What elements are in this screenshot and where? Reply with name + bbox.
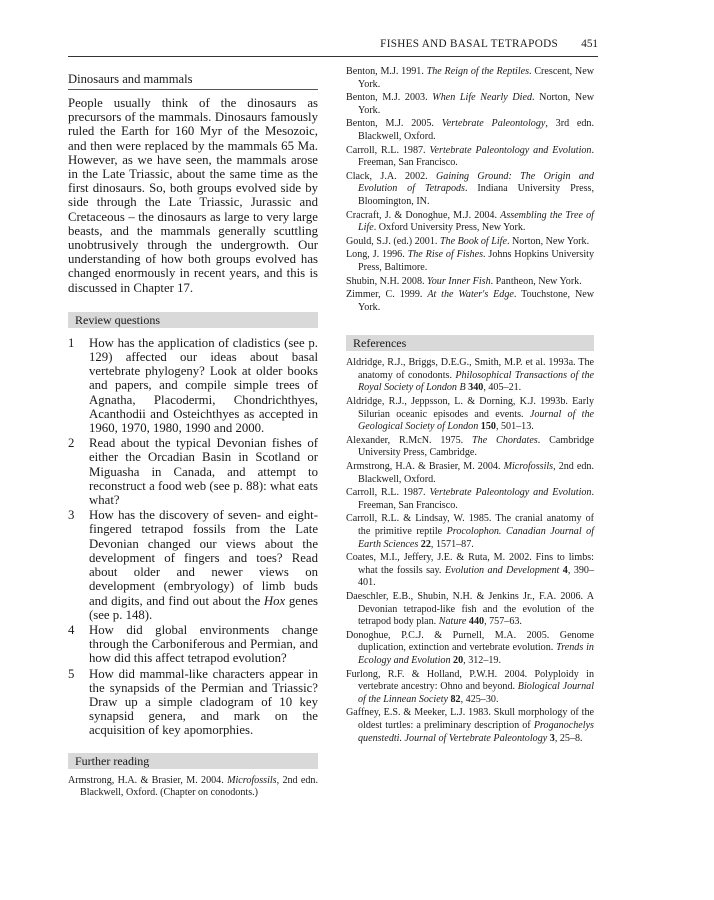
question-number: 2 <box>68 436 75 451</box>
reference-entry: Benton, M.J. 2005. Vertebrate Paleontology, 3rd edn. Blackwell, Oxford. <box>346 118 595 142</box>
running-header <box>68 38 598 58</box>
question-item <box>68 336 318 435</box>
reference-entry: Furlong, R.F. & Holland, P.W.H. 2004. Polyploidy in vertebrate ancestry: Ohno and beyond. Biological Journal of the Linnean Society 82, 425–30. <box>346 668 595 705</box>
running-header-title: FISHES AND BASAL TETRAPODS <box>380 38 558 50</box>
reference-entry: Benton, M.J. 2003. When Life Nearly Died. Norton, New York. <box>346 92 594 116</box>
question-text: How has the application of cladistics (see p. 129) affected our ideas about basal vertebrate phylogeny? Look at older books and papers, and compile simple trees of Agnatha, Placodermi, Chondrichthyes, Acanthodii and Osteichthyes as accepted in 1960, 1970, 1980, 1990 and 2000. <box>89 335 318 436</box>
left-column <box>68 72 318 801</box>
reference-entry: Armstrong, H.A. & Brasier, M. 2004. Microfossils, 2nd edn. Blackwell, Oxford. <box>346 461 595 485</box>
question-number: 5 <box>68 666 75 681</box>
reference-entry: Aldridge, R.J., Briggs, D.E.G., Smith, M.P. et al. 1993a. The anatomy of conodonts. Philosophical Transactions of the Royal Society of London B 340, 405–21. <box>346 357 594 394</box>
further-reading-heading: Further reading <box>68 753 318 769</box>
question-text-italic: Hox <box>263 593 286 608</box>
reference-entry: Benton, M.J. 1991. The Reign of the Reptiles. Crescent, New York. <box>346 66 594 90</box>
reference-entry: Zimmer, C. 1999. At the Water's Edge. Touchstone, New York. <box>346 289 595 313</box>
question-text: How did mammal-like characters appear in the synapsids of the Permian and Triassic? Draw up a simple cladogram of 10 key synapsid genera, and mark on the acquisition of key apomorphies. <box>89 666 318 738</box>
question-item <box>68 623 318 666</box>
question-text-part: genes (see p. 148). <box>89 593 318 622</box>
page-number: 451 <box>581 38 598 50</box>
question-number: 3 <box>68 508 75 523</box>
dinosaurs-mammals-paragraph: People usually think of the dinosaurs as precursors of the mammals. Dinosaurs famously ruled the Earth for 160 Myr of the Mesozoic, and then were replaced by the mammals 65 Ma. However, as we have seen, the mammals arose in the Late Triassic, about the same time as the first dinosaurs. So, both groups evolved side by side through the Late Triassic, Jurassic and Cretaceous – the dinosaurs as large to very large beasts, and the mammals generally scuttling unobtrusively through the undergrowth. Our understanding of how both groups evolved has changed enormously in recent years, and this is discussed in Chapter 17. <box>68 96 318 295</box>
reference-entry: Cracraft, J. & Donoghue, M.J. 2004. Assembling the Tree of Life. Oxford University Press, New York. <box>346 209 594 234</box>
question-item <box>68 436 318 507</box>
reference-entry: Clack, J.A. 2002. Gaining Ground: The Origin and Evolution of Tetrapods. Indiana University Press, Bloomington, IN. <box>346 170 594 207</box>
further-reading-list <box>346 66 594 314</box>
header-rule <box>68 56 598 57</box>
references-heading: References <box>346 335 594 351</box>
question-number: 1 <box>68 335 75 350</box>
reference-entry: Daeschler, E.B., Shubin, N.H. & Jenkins Jr., F.A. 2006. A Devonian tetrapod-like fish and the evolution of the tetrapod body plan. Nature 440, 757–63. <box>346 590 594 628</box>
reference-entry: Long, J. 1996. The Rise of Fishes. Johns Hopkins University Press, Baltimore. <box>346 249 595 273</box>
review-questions-heading: Review questions <box>68 312 318 328</box>
question-item <box>68 667 318 738</box>
question-text: Read about the typical Devonian fishes of either the Orcadian Basin in Scotland or Miguasha in Canada, and attempt to reconstruct a food web (see p. 88): what eats what? <box>89 436 318 508</box>
reference-entry: Aldridge, R.J., Jeppsson, L. & Dorning, K.J. 1993b. Early Silurian oceanic episodes and events. Journal of the Geological Society of London 150, 501–13. <box>346 396 594 433</box>
reference-entry: Carroll, R.L. & Lindsay, W. 1985. The cranial anatomy of the primitive reptile Procolophon. Canadian Journal of Earth Sciences 22, 1571–87. <box>346 513 594 550</box>
reference-entry: Carroll, R.L. 1987. Vertebrate Paleontology and Evolution. Freeman, San Francisco. <box>346 487 595 511</box>
reference-entry: Donoghue, P.C.J. & Purnell, M.A. 2005. Genome duplication, extinction and vertebrate evolution. Trends in Ecology and Evolution 20, 312–19. <box>346 629 594 666</box>
question-number: 4 <box>68 622 75 637</box>
question-text-part: How has the discovery of seven- and eight-fingered tetrapod fossils from the Late Devonian changed our views about the development of fingers and toes? Read about older and newer views on development (embryology) of limb buds and digits, and find out about the <box>89 508 318 608</box>
right-column <box>346 66 594 746</box>
references-list <box>346 357 594 745</box>
dinosaurs-mammals-heading: Dinosaurs and mammals <box>68 72 318 90</box>
review-questions-list <box>68 336 318 738</box>
reference-entry: Gaffney, E.S. & Meeker, L.J. 1983. Skull morphology of the oldest turtles: a preliminary description of Proganochelys quenstedti. Journal of Vertebrate Paleontology 3, 25–8. <box>346 707 594 744</box>
question-text: How did global environments change through the Carboniferous and Permian, and how did this affect tetrapod evolution? <box>89 622 318 666</box>
question-item <box>68 508 318 622</box>
reference-entry: Gould, S.J. (ed.) 2001. The Book of Life. Norton, New York. <box>346 235 590 247</box>
reference-entry: Alexander, R.McN. 1975. The Chordates. Cambridge University Press, Cambridge. <box>346 434 594 459</box>
reference-entry: Carroll, R.L. 1987. Vertebrate Paleontology and Evolution. Freeman, San Francisco. <box>346 144 595 169</box>
reference-entry: Shubin, N.H. 2008. Your Inner Fish. Pantheon, New York. <box>346 275 582 287</box>
reference-entry: Coates, M.I., Jeffery, J.E. & Ruta, M. 2002. Fins to limbs: what the fossils say. Evolution and Development 4, 390–401. <box>346 552 595 589</box>
reference-entry: Armstrong, H.A. & Brasier, M. 2004. Microfossils, 2nd edn. Blackwell, Oxford. (Chapter on conodonts.) <box>68 774 319 799</box>
